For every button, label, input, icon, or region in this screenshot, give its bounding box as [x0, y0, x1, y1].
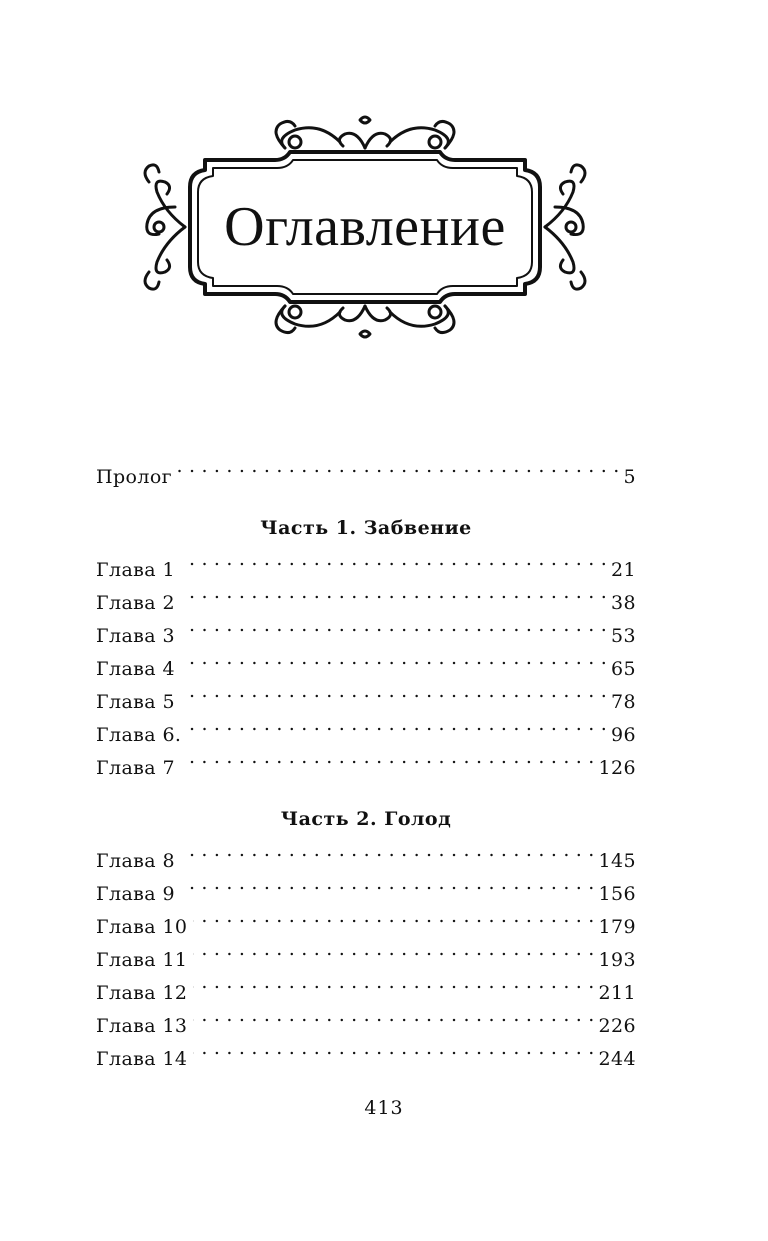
page-title: Оглавление [224, 196, 506, 258]
dot-leader [181, 708, 607, 741]
toc-entry-page: 5 [623, 466, 636, 488]
toc-entry-page: 244 [598, 1048, 636, 1070]
toc-entry-label: Глава 14 [96, 1048, 188, 1070]
dot-leader [181, 576, 607, 609]
page-number: 413 [364, 1097, 404, 1119]
dot-leader [181, 867, 595, 900]
dot-leader [181, 834, 595, 867]
part-heading: Часть 2. Голод [280, 808, 452, 830]
toc-entry-page: 96 [611, 724, 636, 746]
toc-entry-label: Глава 2 [96, 592, 175, 614]
toc-entry-chapter-1[interactable] [96, 543, 636, 581]
toc-entry-page: 145 [598, 850, 636, 872]
dot-leader [178, 450, 619, 483]
dot-leader [181, 741, 595, 774]
toc-entry-page: 179 [598, 916, 636, 938]
toc-entry-label: Глава 11 [96, 949, 188, 971]
dot-leader [181, 543, 607, 576]
toc-entry-label: Пролог [96, 466, 173, 488]
toc-entry-label: Глава 4 [96, 658, 175, 680]
toc-entry-page: 226 [598, 1015, 636, 1037]
dot-leader [193, 1032, 594, 1065]
dot-leader [193, 933, 594, 966]
toc-entry-page: 65 [611, 658, 636, 680]
toc-entry-page: 193 [598, 949, 636, 971]
toc-entry-label: Глава 8 [96, 850, 175, 872]
dot-leader [193, 999, 594, 1032]
table-of-contents [96, 450, 636, 1070]
toc-entry-page: 53 [611, 625, 636, 647]
toc-entry-chapter-8[interactable] [96, 834, 636, 872]
toc-entry-page: 211 [598, 982, 636, 1004]
toc-entry-label: Глава 9 [96, 883, 175, 905]
toc-entry-page: 78 [611, 691, 636, 713]
toc-entry-label: Глава 7 [96, 757, 175, 779]
toc-entry-prologue[interactable] [96, 450, 636, 488]
toc-entry-page: 156 [598, 883, 636, 905]
dot-leader [193, 966, 594, 999]
toc-entry-page: 126 [598, 757, 636, 779]
toc-entry-label: Глава 12 [96, 982, 188, 1004]
toc-entry-page: 38 [611, 592, 636, 614]
toc-entry-label: Глава 1 [96, 559, 175, 581]
toc-entry-label: Глава 3 [96, 625, 175, 647]
dot-leader [181, 675, 607, 708]
dot-leader [181, 642, 607, 675]
part-heading: Часть 1. Забвение [260, 517, 472, 539]
dot-leader [181, 609, 607, 642]
toc-entry-label: Глава 5 [96, 691, 175, 713]
toc-entry-label: Глава 10 [96, 916, 188, 938]
dot-leader [193, 900, 594, 933]
toc-entry-label: Глава 6. [96, 724, 182, 746]
toc-entry-label: Глава 13 [96, 1015, 188, 1037]
toc-entry-page: 21 [611, 559, 636, 581]
